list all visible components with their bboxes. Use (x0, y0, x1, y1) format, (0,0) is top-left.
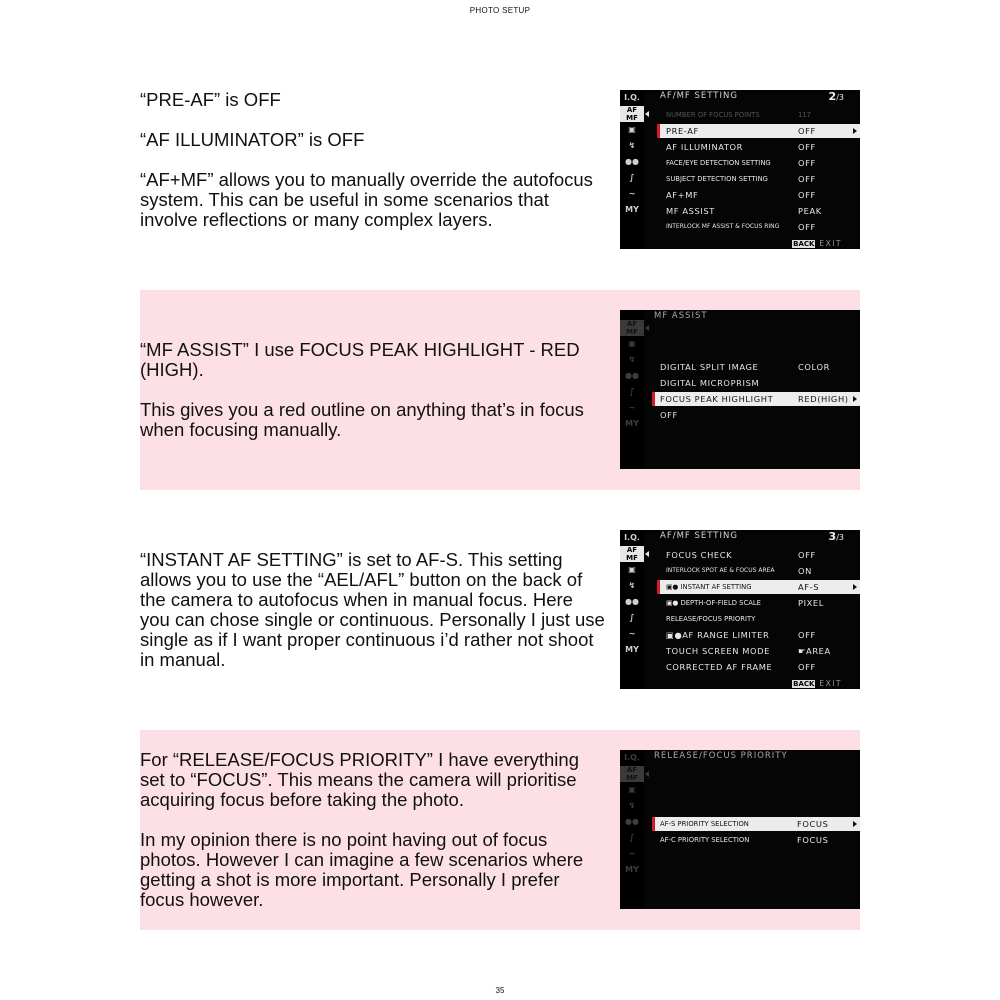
paragraph: “AF+MF” allows you to manually override the autofocus system. This can be useful in some scenarios that involve reflections or many complex layers. (140, 169, 593, 230)
hand-icon: ☛ (798, 646, 807, 656)
menu-tab-sidebar (620, 750, 644, 909)
paragraph: “INSTANT AF SETTING” is set to AF-S. This setting allows you to use the “AEL/AFL” button on the back of the camera to autofocus when in manual focus. Here you can chose single or continuous. Personally I just use single as if I want proper continuous i’d rather not shoot in manual. (140, 549, 605, 670)
menu-row: INTERLOCK SPOT AE & FOCUS AREA ON (666, 566, 812, 576)
camera-movie-icon: ▣● (666, 630, 683, 640)
iq-tab-icon: I.Q. (624, 93, 640, 102)
camera-icon: ▣ (628, 339, 636, 348)
wave-icon: ∼ (628, 629, 636, 638)
iq-tab-icon: I.Q. (624, 753, 640, 762)
paragraph: “AF ILLUMINATOR” is OFF (140, 129, 365, 150)
wrench-icon: ∫ (629, 833, 635, 842)
running-header: PHOTO SETUP (469, 6, 531, 15)
menu-row: FOCUS CHECK OFF (666, 550, 816, 560)
menu-tab-sidebar (620, 310, 644, 469)
menu-row: FACE/EYE DETECTION SETTING OFF (666, 158, 816, 168)
wrench-icon: ∫ (629, 173, 635, 182)
back-exit-hint: BACK EXIT (793, 239, 842, 248)
camera-movie-icon: ▣● (666, 583, 681, 591)
paragraph: For “RELEASE/FOCUS PRIORITY” I have everything set to “FOCUS”. This means the camera will prioritise acquiring focus before taking the photo. (140, 749, 579, 810)
wrench-icon: ∫ (629, 387, 635, 396)
section-af-settings-text (140, 90, 605, 230)
menu-row-selected: ▣● INSTANT AF SETTING AF-S (660, 580, 860, 594)
page-indicator: 2/3 (828, 90, 844, 103)
section-mf-assist-text (140, 340, 605, 440)
menu-row: AF+MF OFF (666, 190, 816, 200)
camera-menu-af-mf-page3 (620, 530, 860, 689)
menu-title: RELEASE/FOCUS PRIORITY (654, 751, 788, 761)
camera-icon: ▣ (628, 125, 636, 134)
wave-icon: ∼ (628, 849, 636, 858)
my-menu-tab-icon: MY (625, 645, 639, 654)
menu-tab-sidebar (620, 530, 644, 689)
camera-icon: ▣ (628, 565, 636, 574)
camera-menu-mf-assist (620, 310, 860, 469)
camera-menu-release-focus-priority (620, 750, 860, 909)
movie-icon: ●● (625, 157, 639, 166)
my-menu-tab-icon: MY (625, 419, 639, 428)
af-mf-tab-icon: AF MF (620, 106, 644, 122)
paragraph: “MF ASSIST” I use FOCUS PEAK HIGHLIGHT - RED (HIGH). (140, 339, 580, 380)
iq-tab-icon (620, 310, 644, 320)
wave-icon: ∼ (628, 403, 636, 412)
paragraph: “PRE-AF” is OFF (140, 89, 281, 110)
page-indicator: 3/3 (828, 530, 844, 543)
af-mf-tab-icon: AF MF (620, 766, 644, 782)
menu-tab-sidebar (620, 90, 644, 249)
flash-icon: ↯ (628, 581, 636, 590)
menu-row: ▣● DEPTH-OF-FIELD SCALE PIXEL (666, 598, 824, 608)
af-mf-tab-icon: AF MF (620, 546, 644, 562)
camera-menu-af-mf-page2 (620, 90, 860, 249)
flash-icon: ↯ (628, 141, 636, 150)
menu-row-selected: AF-S PRIORITY SELECTION FOCUS (655, 817, 860, 831)
iq-tab-icon: I.Q. (624, 533, 640, 542)
page-number: 35 (495, 986, 505, 995)
my-menu-tab-icon: MY (625, 205, 639, 214)
menu-row: DIGITAL SPLIT IMAGE COLOR (660, 362, 830, 372)
wave-icon: ∼ (628, 189, 636, 198)
camera-movie-icon: ▣● (666, 599, 681, 607)
my-menu-tab-icon: MY (625, 865, 639, 874)
menu-row: ▣●AF RANGE LIMITER OFF (666, 630, 816, 640)
menu-row-selected: PRE-AF OFF (660, 124, 860, 138)
section-instant-af-text (140, 550, 605, 670)
section-release-focus-text (140, 750, 605, 910)
menu-title: AF/MF SETTING (660, 531, 738, 541)
menu-row: TOUCH SCREEN MODE ☛AREA (666, 646, 831, 656)
paragraph: In my opinion there is no point having out of focus photos. However I can imagine a few scenarios where getting a shot is more important. Personally I prefer focus however. (140, 829, 584, 910)
menu-row: NUMBER OF FOCUS POINTS 117 (666, 111, 811, 119)
menu-row: DIGITAL MICROPRISM (660, 378, 760, 388)
menu-row: INTERLOCK MF ASSIST & FOCUS RING OFF (666, 222, 816, 232)
menu-row: MF ASSIST PEAK (666, 206, 822, 216)
af-mf-tab-icon: AF MF (620, 320, 644, 336)
menu-row: OFF (660, 410, 678, 420)
paragraph: This gives you a red outline on anything that’s in focus when focusing manually. (140, 399, 584, 440)
menu-row: SUBJECT DETECTION SETTING OFF (666, 174, 816, 184)
menu-title: AF/MF SETTING (660, 91, 738, 101)
menu-row: RELEASE/FOCUS PRIORITY (666, 615, 756, 623)
menu-row: AF-C PRIORITY SELECTION FOCUS (660, 835, 829, 845)
menu-title: MF ASSIST (654, 311, 708, 321)
menu-row-selected: FOCUS PEAK HIGHLIGHT RED(HIGH) (655, 392, 860, 406)
menu-row: CORRECTED AF FRAME OFF (666, 662, 816, 672)
camera-icon: ▣ (628, 785, 636, 794)
flash-icon: ↯ (628, 801, 636, 810)
movie-icon: ●● (625, 597, 639, 606)
menu-row: AF ILLUMINATOR OFF (666, 142, 816, 152)
wrench-icon: ∫ (629, 613, 635, 622)
movie-icon: ●● (625, 371, 639, 380)
flash-icon: ↯ (628, 355, 636, 364)
movie-icon: ●● (625, 817, 639, 826)
back-exit-hint: BACK EXIT (793, 679, 842, 688)
